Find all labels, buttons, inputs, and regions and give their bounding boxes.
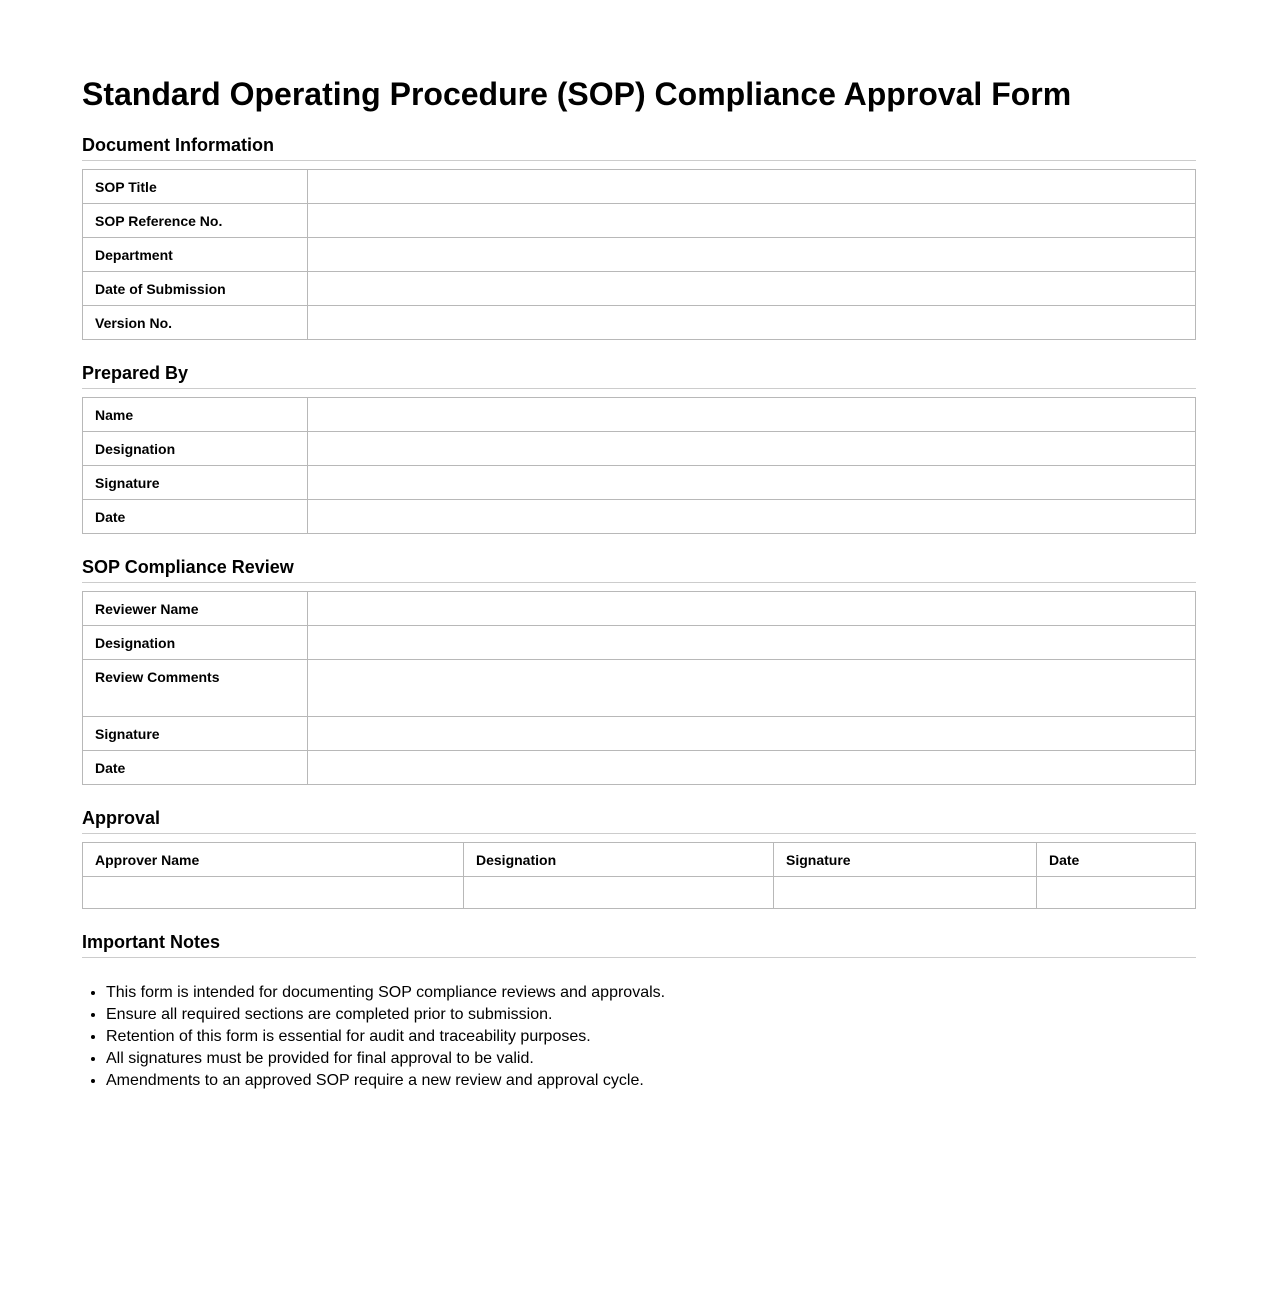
preparer-signature-field[interactable] <box>308 466 1196 500</box>
field-label: Version No. <box>83 306 308 340</box>
field-label: Designation <box>83 432 308 466</box>
table-row <box>83 432 1196 466</box>
field-label: Review Comments <box>83 660 308 717</box>
field-label: Name <box>83 398 308 432</box>
table-row <box>83 500 1196 534</box>
list-item: • Retention of this form is essential for audit and traceability purposes. <box>106 1026 1196 1048</box>
list-item: • Ensure all required sections are completed prior to submission. <box>106 1004 1196 1026</box>
column-header: Designation <box>464 843 774 877</box>
important-notes-section <box>82 931 1196 1092</box>
table-row <box>83 204 1196 238</box>
section-heading: Document Information <box>82 134 1196 161</box>
list-item: • This form is intended for documenting SOP compliance reviews and approvals. <box>106 982 1196 1004</box>
preparer-name-field[interactable] <box>308 398 1196 432</box>
table-header-row <box>83 843 1196 877</box>
table-row <box>83 751 1196 785</box>
column-header: Date <box>1037 843 1196 877</box>
field-label: SOP Title <box>83 170 308 204</box>
field-label: Reviewer Name <box>83 592 308 626</box>
review-comments-field[interactable] <box>308 660 1196 717</box>
field-label: Date of Submission <box>83 272 308 306</box>
section-heading: Important Notes <box>82 931 1196 958</box>
column-header: Signature <box>774 843 1037 877</box>
document-information-section <box>82 134 1196 340</box>
table-row <box>83 660 1196 717</box>
field-label: Date <box>83 751 308 785</box>
date-of-submission-field[interactable] <box>308 272 1196 306</box>
preparer-date-field[interactable] <box>308 500 1196 534</box>
approver-name-field[interactable] <box>83 877 464 909</box>
department-field[interactable] <box>308 238 1196 272</box>
section-heading: SOP Compliance Review <box>82 556 1196 583</box>
field-label: SOP Reference No. <box>83 204 308 238</box>
compliance-review-section <box>82 556 1196 785</box>
prepared-by-section <box>82 362 1196 534</box>
preparer-designation-field[interactable] <box>308 432 1196 466</box>
sop-reference-field[interactable] <box>308 204 1196 238</box>
field-label: Designation <box>83 626 308 660</box>
prepared-by-table <box>82 397 1196 534</box>
reviewer-signature-field[interactable] <box>308 717 1196 751</box>
table-row <box>83 170 1196 204</box>
approver-signature-field[interactable] <box>774 877 1037 909</box>
column-header: Approver Name <box>83 843 464 877</box>
version-field[interactable] <box>308 306 1196 340</box>
approval-table <box>82 842 1196 909</box>
table-row <box>83 272 1196 306</box>
table-row <box>83 626 1196 660</box>
field-label: Signature <box>83 466 308 500</box>
approver-date-field[interactable] <box>1037 877 1196 909</box>
field-label: Signature <box>83 717 308 751</box>
table-row <box>83 717 1196 751</box>
list-item: • Amendments to an approved SOP require a new review and approval cycle. <box>106 1070 1196 1092</box>
section-heading: Prepared By <box>82 362 1196 389</box>
compliance-review-table <box>82 591 1196 785</box>
approval-section <box>82 807 1196 909</box>
approver-designation-field[interactable] <box>464 877 774 909</box>
reviewer-name-field[interactable] <box>308 592 1196 626</box>
reviewer-date-field[interactable] <box>308 751 1196 785</box>
page-title: Standard Operating Procedure (SOP) Compliance Approval Form <box>82 76 1072 112</box>
table-row <box>83 466 1196 500</box>
table-row <box>83 238 1196 272</box>
table-row <box>83 398 1196 432</box>
field-label: Department <box>83 238 308 272</box>
table-row <box>83 877 1196 909</box>
document-information-table <box>82 169 1196 340</box>
list-item: • All signatures must be provided for final approval to be valid. <box>106 1048 1196 1070</box>
notes-list <box>82 982 1196 1092</box>
sop-title-field[interactable] <box>308 170 1196 204</box>
table-row <box>83 592 1196 626</box>
field-label: Date <box>83 500 308 534</box>
section-heading: Approval <box>82 807 1196 834</box>
table-row <box>83 306 1196 340</box>
reviewer-designation-field[interactable] <box>308 626 1196 660</box>
